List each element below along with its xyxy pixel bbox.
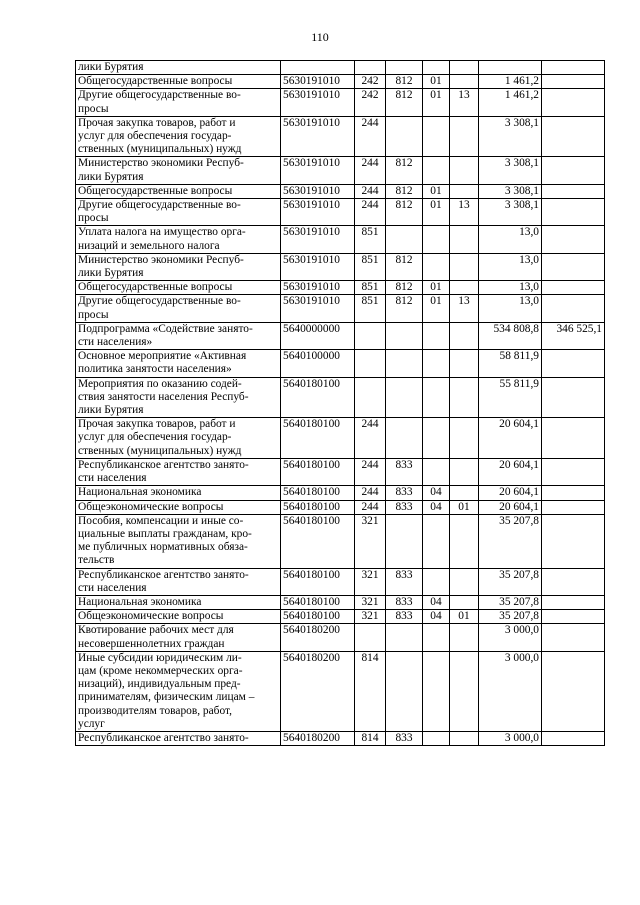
expense-type-code-cell: 242 [355,89,386,116]
table-row [76,458,605,485]
subsection-code-cell [450,226,479,253]
target-article-code-cell: 5640180100 [281,595,355,609]
section-code-cell: 01 [423,199,450,226]
subsection-code-cell [450,157,479,184]
amount-year1-cell [479,61,542,75]
administrator-code-cell: 812 [386,184,423,198]
subsection-code-cell [450,458,479,485]
expense-type-code-cell: 244 [355,199,386,226]
amount-year2-cell [542,75,605,89]
target-article-code-cell: 5640180100 [281,418,355,459]
administrator-code-cell [386,350,423,377]
expense-type-code-cell [355,322,386,349]
subsection-code-cell: 01 [450,610,479,624]
table-row [76,624,605,651]
target-article-code-cell: 5630191010 [281,184,355,198]
amount-year2-cell [542,184,605,198]
item-name-cell: Общегосударственные вопросы [76,184,281,198]
administrator-code-cell: 812 [386,281,423,295]
table-row [76,731,605,745]
amount-year1-cell: 3 308,1 [479,116,542,157]
table-row [76,253,605,280]
amount-year1-cell: 20 604,1 [479,486,542,500]
section-code-cell [423,377,450,418]
expense-type-code-cell: 851 [355,253,386,280]
section-code-cell: 01 [423,295,450,322]
budget-table [75,60,605,746]
expense-type-code-cell: 244 [355,157,386,184]
amount-year1-cell: 3 308,1 [479,157,542,184]
expense-type-code-cell [355,61,386,75]
amount-year1-cell: 35 207,8 [479,610,542,624]
target-article-code-cell: 5630191010 [281,75,355,89]
section-code-cell [423,568,450,595]
item-name-cell: Национальная экономика [76,486,281,500]
table-row [76,61,605,75]
item-name-cell: Иные субсидии юридическим ли- цам (кроме некоммерческих орга- низаций), индивидуальным пред- принимателям, физическим лицам – производителям товаров, работ, услуг [76,651,281,731]
item-name-cell: Другие общегосударственные во- просы [76,199,281,226]
target-article-code-cell: 5640180100 [281,514,355,568]
target-article-code-cell: 5640180100 [281,377,355,418]
section-code-cell: 01 [423,184,450,198]
administrator-code-cell [386,116,423,157]
amount-year1-cell: 13,0 [479,281,542,295]
table-row [76,568,605,595]
item-name-cell: Прочая закупка товаров, работ и услуг для обеспечения государ- ственных (муниципальных) нужд [76,418,281,459]
expense-type-code-cell: 321 [355,610,386,624]
table-row [76,89,605,116]
subsection-code-cell [450,731,479,745]
subsection-code-cell [450,350,479,377]
expense-type-code-cell: 851 [355,295,386,322]
amount-year1-cell: 3 308,1 [479,184,542,198]
table-row [76,75,605,89]
expense-type-code-cell: 321 [355,595,386,609]
target-article-code-cell [281,61,355,75]
expense-type-code-cell: 851 [355,226,386,253]
amount-year2-cell [542,610,605,624]
subsection-code-cell: 13 [450,89,479,116]
item-name-cell: Общеэкономические вопросы [76,500,281,514]
amount-year1-cell: 58 811,9 [479,350,542,377]
item-name-cell: Подпрограмма «Содействие занято- сти населения» [76,322,281,349]
table-row [76,350,605,377]
target-article-code-cell: 5630191010 [281,295,355,322]
administrator-code-cell [386,322,423,349]
amount-year1-cell: 1 461,2 [479,75,542,89]
item-name-cell: Министерство экономики Респуб- лики Бурятия [76,157,281,184]
expense-type-code-cell: 814 [355,731,386,745]
table-row [76,116,605,157]
amount-year2-cell [542,500,605,514]
section-code-cell [423,731,450,745]
section-code-cell [423,350,450,377]
target-article-code-cell: 5640180200 [281,651,355,731]
item-name-cell: Министерство экономики Респуб- лики Бурятия [76,253,281,280]
expense-type-code-cell [355,350,386,377]
table-row [76,184,605,198]
item-name-cell: Республиканское агентство занято- сти населения [76,568,281,595]
administrator-code-cell: 833 [386,486,423,500]
expense-type-code-cell: 244 [355,418,386,459]
section-code-cell [423,226,450,253]
table-row [76,377,605,418]
table-row [76,486,605,500]
item-name-cell: Квотирование рабочих мест для несовершеннолетних граждан [76,624,281,651]
administrator-code-cell: 833 [386,568,423,595]
administrator-code-cell: 833 [386,731,423,745]
amount-year1-cell: 35 207,8 [479,595,542,609]
amount-year1-cell: 55 811,9 [479,377,542,418]
amount-year2-cell [542,89,605,116]
target-article-code-cell: 5630191010 [281,157,355,184]
table-row [76,514,605,568]
table-row [76,199,605,226]
expense-type-code-cell [355,377,386,418]
target-article-code-cell: 5630191010 [281,116,355,157]
table-row [76,418,605,459]
amount-year1-cell: 3 000,0 [479,731,542,745]
target-article-code-cell: 5640180100 [281,568,355,595]
item-name-cell: Основное мероприятие «Активная политика занятости населения» [76,350,281,377]
administrator-code-cell [386,514,423,568]
amount-year1-cell: 20 604,1 [479,458,542,485]
administrator-code-cell: 833 [386,595,423,609]
expense-type-code-cell: 244 [355,458,386,485]
amount-year1-cell: 534 808,8 [479,322,542,349]
table-row [76,226,605,253]
amount-year2-cell [542,157,605,184]
expense-type-code-cell: 244 [355,116,386,157]
amount-year2-cell [542,651,605,731]
item-name-cell: Республиканское агентство занято- [76,731,281,745]
administrator-code-cell: 812 [386,75,423,89]
item-name-cell: Общегосударственные вопросы [76,75,281,89]
amount-year2-cell [542,595,605,609]
target-article-code-cell: 5640180100 [281,610,355,624]
section-code-cell [423,253,450,280]
section-code-cell [423,458,450,485]
expense-type-code-cell: 244 [355,500,386,514]
target-article-code-cell: 5630191010 [281,253,355,280]
amount-year2-cell [542,226,605,253]
administrator-code-cell [386,418,423,459]
expense-type-code-cell: 244 [355,486,386,500]
item-name-cell: Национальная экономика [76,595,281,609]
amount-year2-cell [542,568,605,595]
section-code-cell: 01 [423,89,450,116]
amount-year2-cell [542,61,605,75]
amount-year1-cell: 35 207,8 [479,568,542,595]
amount-year2-cell [542,350,605,377]
table-row [76,295,605,322]
subsection-code-cell [450,486,479,500]
section-code-cell: 04 [423,500,450,514]
target-article-code-cell: 5640000000 [281,322,355,349]
amount-year1-cell: 3 308,1 [479,199,542,226]
section-code-cell [423,651,450,731]
subsection-code-cell [450,281,479,295]
target-article-code-cell: 5640180200 [281,624,355,651]
amount-year1-cell: 13,0 [479,295,542,322]
section-code-cell [423,624,450,651]
amount-year1-cell: 1 461,2 [479,89,542,116]
amount-year1-cell: 35 207,8 [479,514,542,568]
subsection-code-cell [450,61,479,75]
target-article-code-cell: 5630191010 [281,199,355,226]
amount-year2-cell [542,295,605,322]
subsection-code-cell [450,253,479,280]
subsection-code-cell [450,595,479,609]
subsection-code-cell [450,184,479,198]
administrator-code-cell: 833 [386,458,423,485]
subsection-code-cell [450,624,479,651]
item-name-cell: лики Бурятия [76,61,281,75]
section-code-cell [423,514,450,568]
target-article-code-cell: 5630191010 [281,89,355,116]
amount-year2-cell [542,486,605,500]
item-name-cell: Другие общегосударственные во- просы [76,89,281,116]
item-name-cell: Пособия, компенсации и иные со- циальные выплаты гражданам, кро- ме публичных нормативных обяза- тельств [76,514,281,568]
subsection-code-cell: 01 [450,500,479,514]
subsection-code-cell [450,568,479,595]
administrator-code-cell [386,377,423,418]
section-code-cell [423,418,450,459]
amount-year2-cell [542,624,605,651]
expense-type-code-cell: 244 [355,184,386,198]
amount-year2-cell [542,458,605,485]
item-name-cell: Республиканское агентство занято- сти населения [76,458,281,485]
table-row [76,651,605,731]
subsection-code-cell [450,116,479,157]
amount-year2-cell [542,199,605,226]
amount-year1-cell: 3 000,0 [479,651,542,731]
amount-year2-cell [542,418,605,459]
subsection-code-cell: 13 [450,199,479,226]
section-code-cell: 04 [423,595,450,609]
expense-type-code-cell: 321 [355,514,386,568]
amount-year2-cell [542,253,605,280]
table-row [76,610,605,624]
expense-type-code-cell: 242 [355,75,386,89]
section-code-cell: 01 [423,281,450,295]
section-code-cell: 01 [423,75,450,89]
expense-type-code-cell [355,624,386,651]
administrator-code-cell [386,226,423,253]
administrator-code-cell: 812 [386,253,423,280]
administrator-code-cell: 812 [386,199,423,226]
administrator-code-cell: 812 [386,157,423,184]
section-code-cell [423,116,450,157]
administrator-code-cell [386,651,423,731]
amount-year1-cell: 3 000,0 [479,624,542,651]
subsection-code-cell [450,418,479,459]
item-name-cell: Прочая закупка товаров, работ и услуг для обеспечения государ- ственных (муниципальных) нужд [76,116,281,157]
amount-year2-cell: 346 525,1 [542,322,605,349]
subsection-code-cell [450,651,479,731]
section-code-cell: 04 [423,610,450,624]
table-row [76,281,605,295]
table-row [76,500,605,514]
page-number: 110 [311,30,329,44]
item-name-cell: Другие общегосударственные во- просы [76,295,281,322]
item-name-cell: Уплата налога на имущество орга- низаций и земельного налога [76,226,281,253]
item-name-cell: Общегосударственные вопросы [76,281,281,295]
amount-year1-cell: 13,0 [479,226,542,253]
section-code-cell: 04 [423,486,450,500]
section-code-cell [423,157,450,184]
target-article-code-cell: 5630191010 [281,281,355,295]
administrator-code-cell [386,61,423,75]
administrator-code-cell [386,624,423,651]
section-code-cell [423,61,450,75]
administrator-code-cell: 812 [386,89,423,116]
amount-year2-cell [542,731,605,745]
amount-year2-cell [542,514,605,568]
amount-year1-cell: 20 604,1 [479,500,542,514]
table-row [76,322,605,349]
target-article-code-cell: 5640180100 [281,500,355,514]
subsection-code-cell [450,322,479,349]
target-article-code-cell: 5630191010 [281,226,355,253]
target-article-code-cell: 5640180100 [281,458,355,485]
expense-type-code-cell: 814 [355,651,386,731]
target-article-code-cell: 5640100000 [281,350,355,377]
amount-year1-cell: 13,0 [479,253,542,280]
item-name-cell: Общеэкономические вопросы [76,610,281,624]
table-row [76,157,605,184]
administrator-code-cell: 833 [386,500,423,514]
item-name-cell: Мероприятия по оказанию содей- ствия занятости населения Респуб- лики Бурятия [76,377,281,418]
subsection-code-cell: 13 [450,295,479,322]
subsection-code-cell [450,75,479,89]
administrator-code-cell: 812 [386,295,423,322]
expense-type-code-cell: 321 [355,568,386,595]
target-article-code-cell: 5640180100 [281,486,355,500]
administrator-code-cell: 833 [386,610,423,624]
table-row [76,595,605,609]
section-code-cell [423,322,450,349]
subsection-code-cell [450,377,479,418]
target-article-code-cell: 5640180200 [281,731,355,745]
subsection-code-cell [450,514,479,568]
amount-year2-cell [542,116,605,157]
budget-table-body [76,61,605,746]
amount-year2-cell [542,281,605,295]
amount-year1-cell: 20 604,1 [479,418,542,459]
amount-year2-cell [542,377,605,418]
expense-type-code-cell: 851 [355,281,386,295]
